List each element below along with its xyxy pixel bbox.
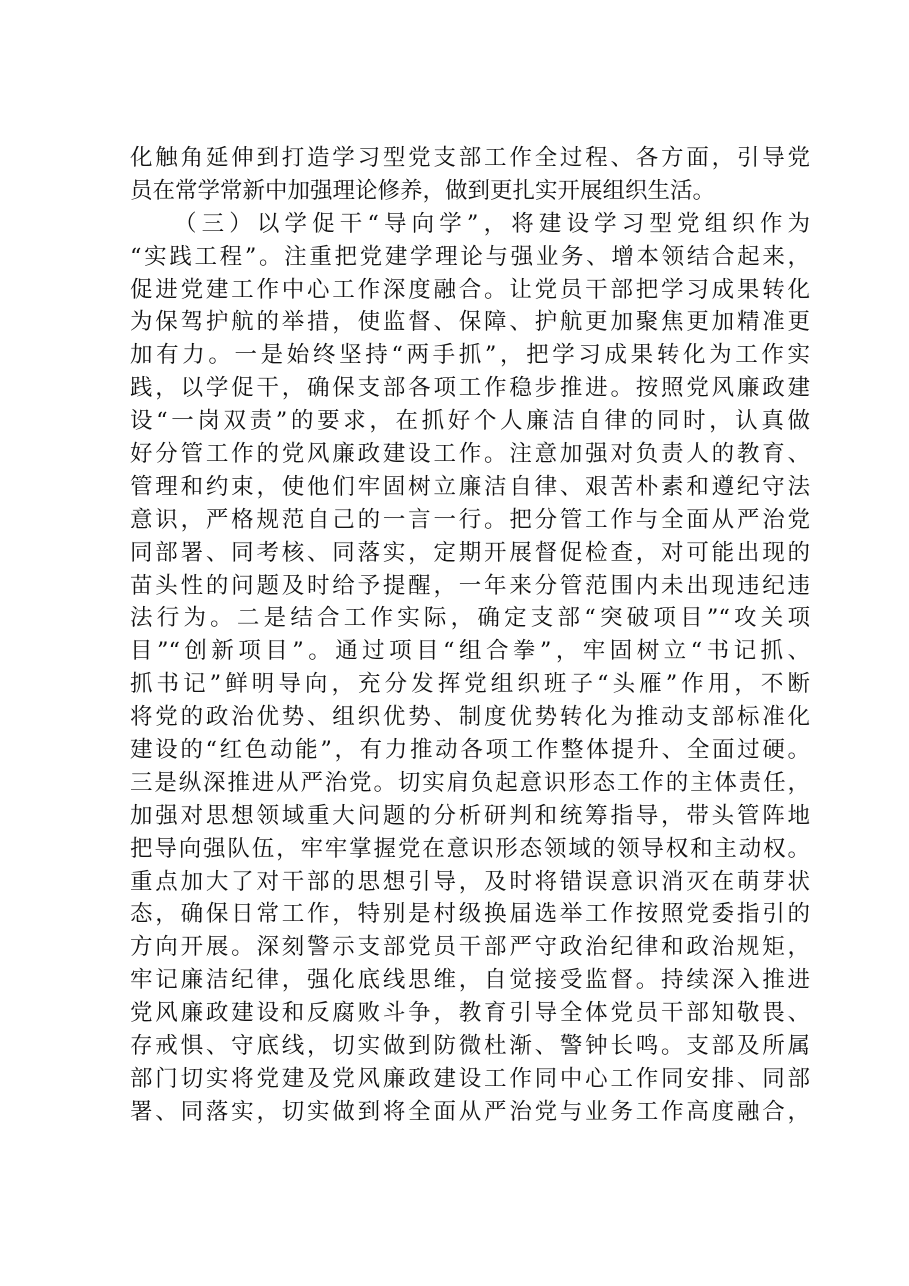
text-line: 署、同落实，切实做到将全面从严治党与业务工作高度融合， (130, 1098, 810, 1125)
text-line: 践，以学促干，确保支部各项工作稳步推进。按照党风廉政建 (130, 375, 810, 402)
text-line: 目”“创新项目”。通过项目“组合拳”，牢固树立“书记抓、 (130, 638, 810, 665)
text-line: 态，确保日常工作，特别是村级换届选举工作按照党委指引的 (130, 901, 810, 928)
text-line: 为保驾护航的举措，使监督、保障、护航更加聚焦更加精准更 (130, 309, 810, 336)
text-line: 促进党建工作中心工作深度融合。让党员干部把学习成果转化 (130, 276, 810, 303)
text-line: 三是纵深推进从严治党。切实肩负起意识形态工作的主体责任， (130, 769, 810, 796)
text-line: 苗头性的问题及时给予提醒，一年来分管范围内未出现违纪违 (130, 572, 810, 599)
text-line: 加有力。一是始终坚持“两手抓”，把学习成果转化为工作实 (130, 342, 810, 369)
text-line: 部门切实将党建及党风廉政建设工作同中心工作同安排、同部 (130, 1065, 810, 1092)
text-line: 好分管工作的党风廉政建设工作。注意加强对负责人的教育、 (130, 441, 810, 468)
text-line: “实践工程”。注重把党建学理论与强业务、增本领结合起来， (130, 243, 810, 270)
text-line: 法行为。二是结合工作实际，确定支部“突破项目”“攻关项 (130, 605, 810, 632)
text-line: 牢记廉洁纪律，强化底线思维，自觉接受监督。持续深入推进 (130, 967, 810, 994)
document-body (130, 142, 810, 1129)
text-line: 将党的政治优势、组织优势、制度优势转化为推动支部标准化 (130, 704, 810, 731)
text-line: 员在常学常新中加强理论修养，做到更扎实开展组织生活。 (130, 177, 716, 204)
text-line: 存戒惧、守底线，切实做到防微杜渐、警钟长鸣。支部及所属 (130, 1033, 810, 1060)
text-line: 管理和约束，使他们牢固树立廉洁自律、艰苦朴素和遵纪守法 (130, 473, 810, 500)
text-line: 意识，严格规范自己的一言一行。把分管工作与全面从严治党 (130, 506, 810, 533)
text-line: 同部署、同考核、同落实，定期开展督促检查，对可能出现的 (130, 539, 810, 566)
text-line: 抓书记”鲜明导向，充分发挥党组织班子“头雁”作用，不断 (130, 671, 810, 698)
text-line: 把导向强队伍，牢牢掌握党在意识形态领域的领导权和主动权。 (130, 835, 810, 862)
text-line: 化触角延伸到打造学习型党支部工作全过程、各方面，引导党 (130, 145, 810, 171)
text-line: 设“一岗双责”的要求，在抓好个人廉洁自律的同时，认真做 (130, 408, 810, 435)
text-line: 党风廉政建设和反腐败斗争，教育引导全体党员干部知敬畏、 (130, 1000, 810, 1027)
text-line: 加强对思想领域重大问题的分析研判和统筹指导，带头管阵地 (130, 802, 810, 829)
text-line: 方向开展。深刻警示支部党员干部严守政治纪律和政治规矩， (130, 934, 810, 961)
section-heading-line: （三）以学促干“导向学”，将建设学习型党组织作为 (174, 210, 810, 237)
text-line: 重点加大了对干部的思想引导，及时将错误意识消灭在萌芽状 (130, 868, 810, 895)
text-line: 建设的“红色动能”，有力推动各项工作整体提升、全面过硬。 (130, 737, 810, 764)
